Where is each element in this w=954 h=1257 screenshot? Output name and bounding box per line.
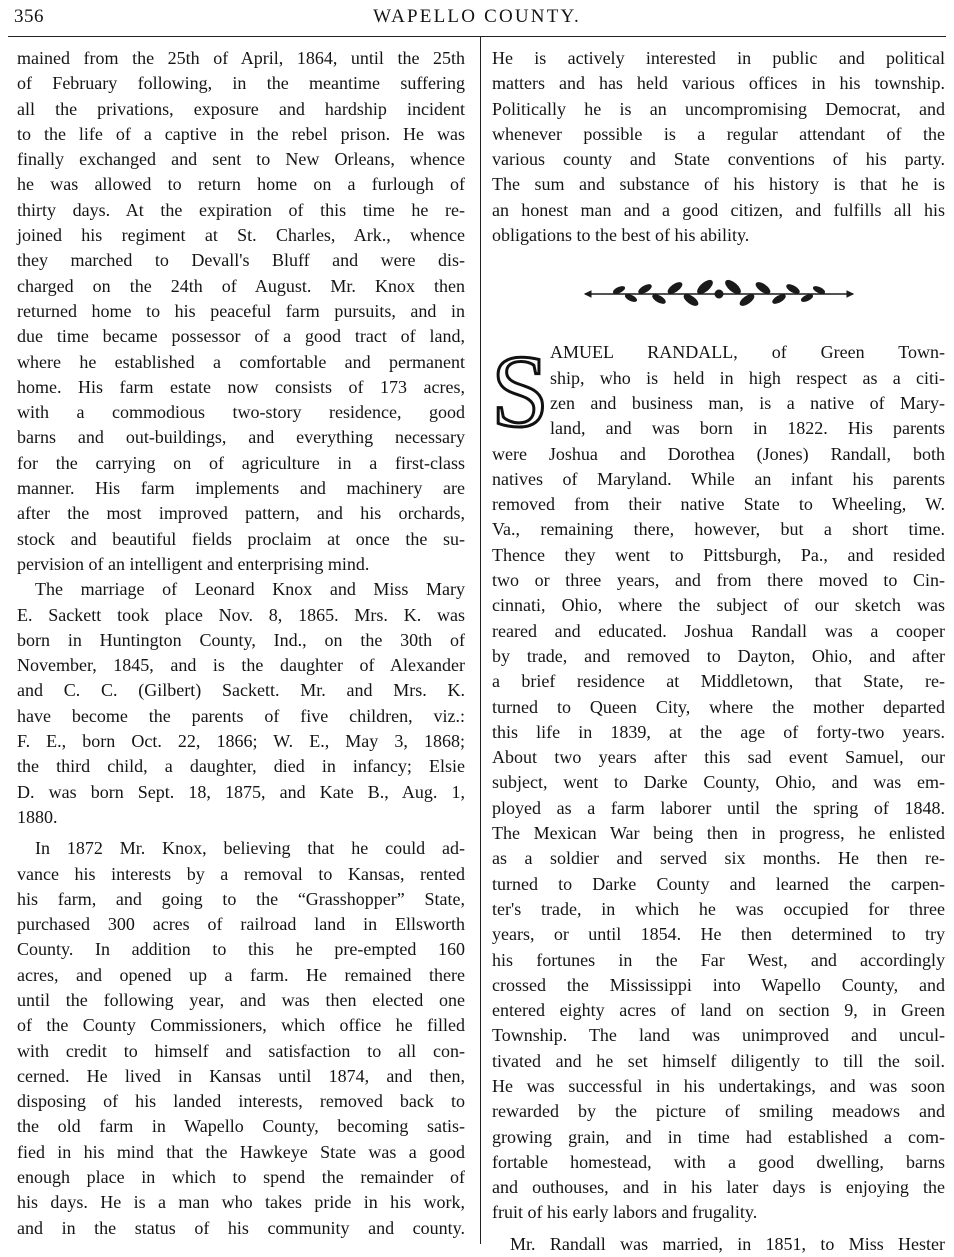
text-line: whenever possible is a regular attendant of the — [492, 123, 945, 144]
text-line: The Mexican War being then in progress, he enlisted — [492, 823, 945, 844]
text-line: enough place in which to spend the remainder of — [17, 1167, 465, 1188]
text-line: In 1872 Mr. Knox, believing that he could ad- — [35, 838, 465, 859]
text-line: ship, who is held in high respect as a citi- — [550, 367, 945, 388]
text-line: his days. He is a man who takes pride in his work, — [17, 1192, 465, 1213]
text-line: purchased 300 acres of railroad land in Ellsworth — [17, 914, 465, 935]
text-line: and C. C. (Gilbert) Sackett. Mr. and Mrs. K. — [17, 680, 465, 701]
text-line: as a soldier and served six months. He then re- — [492, 848, 945, 869]
text-line: growing grain, and in time had established a com- — [492, 1126, 945, 1147]
floral-divider-icon — [492, 248, 945, 340]
text-line: home. His farm estate now consists of 173 acres, — [17, 376, 465, 397]
text-line: and in the status of his community and county. — [17, 1217, 465, 1238]
text-line: an honest man and a good citizen, and fulfills all his — [492, 199, 945, 220]
text-line: fruit of his early labors and frugality. — [492, 1202, 758, 1223]
text-line: He is actively interested in public and political — [492, 48, 945, 68]
text-line: cerned. He lived in Kansas until 1874, and then, — [17, 1065, 465, 1086]
text-line: they marched to Devall's Bluff and were dis- — [17, 250, 465, 271]
text-line: with credit to himself and satisfaction to all con- — [17, 1040, 465, 1061]
text-line: by trade, and removed to Dayton, Ohio, and after — [492, 645, 945, 666]
text-line: subject, went to Darke County, Ohio, and was em- — [492, 772, 945, 793]
text-line: The sum and substance of his history is that he is — [492, 174, 945, 195]
text-line: rewarded by the picture of smiling meadows and — [492, 1101, 945, 1122]
text-line: and outhouses, and in his later days is enjoying the — [492, 1177, 945, 1198]
text-line: two or three years, and from there moved to Cin- — [492, 570, 945, 591]
text-line: were Joshua and Dorothea (Jones) Randall, both — [492, 443, 945, 464]
text-line: reared and educated. Joshua Randall was a cooper — [492, 620, 945, 641]
text-line: acres, and opened up a farm. He remained there — [17, 964, 465, 985]
text-line: County. In addition to this he pre-empted 160 — [17, 939, 465, 960]
text-line: obligations to the best of his ability. — [492, 225, 750, 246]
text-line: to the life of a captive in the rebel prison. He was — [17, 123, 465, 144]
page-number: 356 — [14, 6, 44, 27]
text-line: Politically he is an uncompromising Democrat, and — [492, 98, 945, 119]
text-line: land, and was born in 1822. His parents — [550, 418, 945, 439]
header-rule — [8, 36, 946, 37]
text-line: removed from their native State to Wheeling, W. — [492, 494, 945, 515]
text-line: stock and beautiful fields proclaim at once the su- — [17, 528, 465, 549]
paragraph-knox-service — [17, 46, 465, 577]
text-line: have become the parents of five children, viz.: — [17, 705, 465, 726]
text-line: for the carrying on of agriculture in a first-class — [17, 452, 465, 473]
text-line: About two years after this sad event Samuel, our — [492, 747, 945, 768]
text-line: AMUEL RANDALL, of Green Town- — [550, 342, 945, 363]
text-line: all the privations, exposure and hardship incident — [17, 98, 465, 119]
text-line: the third child, a daughter, died in infancy; Elsie — [17, 756, 465, 777]
text-line: mained from the 25th of April, 1864, until the 25th — [17, 48, 465, 68]
text-line: ployed as a farm laborer until the spring of 1848. — [492, 797, 945, 818]
text-line: pervision of an intelligent and enterprising mind. — [17, 553, 370, 574]
text-line: due time became possessor of a good tract of land, — [17, 326, 465, 347]
text-line: with a commodious two-story residence, good — [17, 402, 465, 423]
text-line: tivated and he set himself diligently to till the soil. — [492, 1050, 945, 1071]
text-line: Mr. Randall was married, in 1851, to Miss Hester — [510, 1233, 945, 1254]
text-line: after the most improved pattern, and his orchards, — [17, 503, 465, 524]
paragraph-randall-intro — [491, 334, 945, 1225]
text-line: Va., remaining there, however, but a short time. — [492, 519, 945, 540]
text-line: disposing of his landed interests, removed back to — [17, 1091, 465, 1112]
text-line: D. was born Sept. 18, 1875, and Kate B., Aug. 1, — [17, 781, 465, 802]
text-line: this life in 1839, at the age of forty-two years. — [492, 721, 945, 742]
text-line: November, 1845, and is the daughter of Alexander — [17, 655, 465, 676]
text-line: manner. His farm implements and machinery are — [17, 478, 465, 499]
text-line: of February following, in the meantime suffering — [17, 73, 465, 94]
text-line: his fortunes in the Far West, and accordingly — [492, 949, 945, 970]
text-line: his farm, and going to the “Grasshopper” State, — [17, 888, 465, 909]
text-line: a brief residence at Middletown, that State, re- — [492, 671, 945, 692]
column-divider — [480, 37, 481, 1244]
text-line: natives of Maryland. While an infant his parents — [492, 468, 945, 489]
text-line: the old farm in Wapello County, becoming satis- — [17, 1116, 465, 1137]
text-line: where he established a comfortable and permanent — [17, 351, 465, 372]
text-line: of the County Commissioners, which office he filled — [17, 1015, 465, 1036]
page-header — [0, 0, 954, 36]
text-line: matters and has held various offices in his township. — [492, 73, 945, 94]
text-line: crossed the Mississippi into Wapello County, and — [492, 974, 945, 995]
paragraph-knox-kansas — [17, 836, 465, 1241]
text-line: cinnati, Ohio, where the subject of our sketch was — [492, 595, 945, 616]
running-title: WAPELLO COUNTY. — [373, 6, 581, 27]
text-line: He was successful in his undertakings, and was soon — [492, 1075, 945, 1096]
text-line: The marriage of Leonard Knox and Miss Mary — [35, 579, 465, 600]
drop-cap-letter: S — [491, 334, 549, 450]
text-line: vance his interests by a removal to Kansas, rented — [17, 863, 465, 884]
paragraph-knox-marriage — [17, 577, 465, 830]
text-line: Thence they went to Pittsburgh, Pa., and resided — [492, 544, 945, 565]
text-line: charged on the 24th of August. Mr. Knox then — [17, 275, 465, 296]
text-line: barns and out-buildings, and everything necessary — [17, 427, 465, 448]
text-line: various county and State conventions of his party. — [492, 149, 945, 170]
text-line: joined his regiment at St. Charles, Ark., whence — [17, 225, 465, 246]
text-line: 1880. — [17, 806, 58, 827]
text-line: until the following year, and was then elected one — [17, 989, 465, 1010]
paragraph-knox-politics — [492, 46, 945, 248]
text-line: finally exchanged and sent to New Orleans, whence — [17, 149, 465, 170]
text-line: thirty days. At the expiration of this time he re- — [17, 199, 465, 220]
text-line: E. Sackett took place Nov. 8, 1865. Mrs. K. was — [17, 604, 465, 625]
text-line: returned home to his peaceful farm pursuits, and in — [17, 300, 465, 321]
paragraph-randall-marriage — [492, 1232, 945, 1257]
text-line: ter's trade, in which he was occupied for three — [492, 898, 945, 919]
right-column — [491, 46, 945, 1254]
text-line: turned to Darke County and learned the carpen- — [492, 873, 945, 894]
text-line: turned to Queen City, where the mother departed — [492, 696, 945, 717]
text-line: zen and business man, is a native of Mary- — [550, 392, 945, 413]
text-line: born in Huntington County, Ind., on the 30th of — [17, 629, 465, 650]
text-line: fied in his mind that the Hawkeye State was a good — [17, 1141, 465, 1162]
drop-cap-s — [491, 334, 549, 450]
text-line: F. E., born Oct. 22, 1866; W. E., May 3, 1868; — [17, 731, 465, 752]
left-column — [17, 46, 465, 1244]
text-line: entered eighty acres of land on section 9, in Green — [492, 1000, 945, 1021]
text-line: he was allowed to return home on a furlough of — [17, 174, 465, 195]
text-line: Township. The land was unimproved and uncul- — [492, 1025, 945, 1046]
text-line: fortable homestead, with a good dwelling, barns — [492, 1151, 945, 1172]
text-line: years, or until 1854. He then determined to try — [492, 924, 945, 945]
